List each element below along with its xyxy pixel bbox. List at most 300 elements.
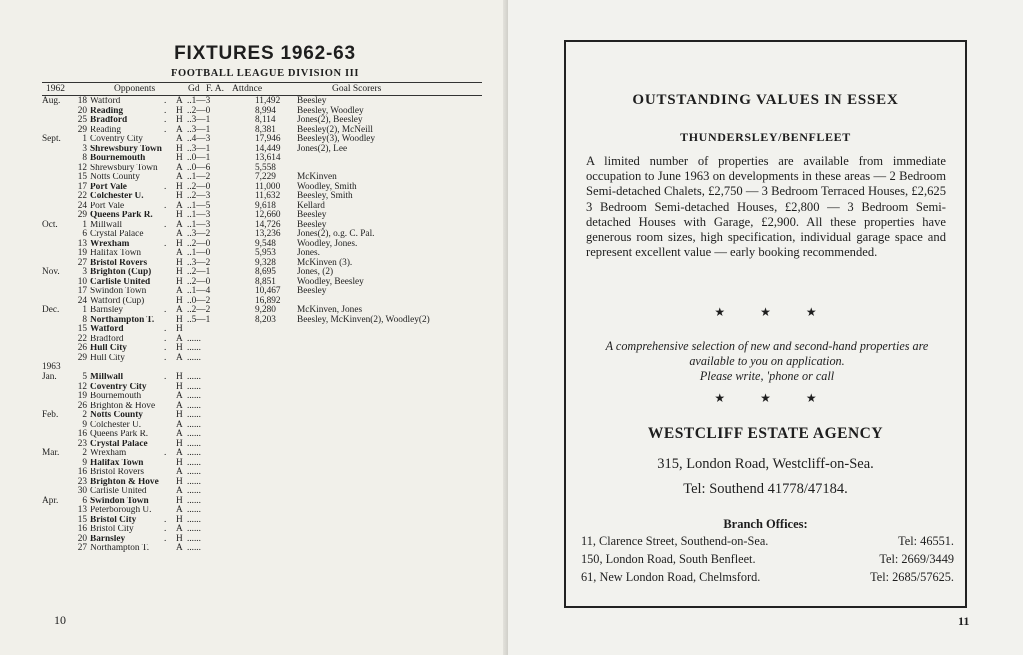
- branch-telephone: Tel: 46551.: [898, 534, 954, 548]
- fixture-row: [42, 459, 492, 469]
- star-divider-1: ★ ★ ★: [714, 305, 817, 319]
- fixture-attendance: 8,994: [255, 105, 276, 116]
- fixture-result: ..2—0: [187, 105, 211, 116]
- fixture-attendance: 8,381: [255, 124, 276, 135]
- fixture-goal-scorers: McKinven (3).: [297, 257, 353, 268]
- fixture-ground: A: [176, 172, 183, 182]
- fixture-month: Sept.: [42, 134, 61, 144]
- fixture-result: ..3—1: [187, 143, 211, 154]
- fixture-goal-scorers: Woodley, Beesley: [297, 276, 364, 287]
- fixture-attendance: 7,229: [255, 172, 276, 182]
- fixture-result: ..2—0: [187, 276, 211, 287]
- branch-office-row: [581, 570, 956, 586]
- fixture-opponent: Watford (Cup): [90, 296, 145, 306]
- fixture-result: ..3—1: [187, 124, 211, 135]
- fixture-opponent: Notts County: [90, 411, 143, 420]
- fixture-goal-scorers: Beesley: [297, 286, 327, 296]
- fixture-result: ......: [187, 486, 201, 496]
- fixture-result: ..2—2: [187, 305, 211, 315]
- fixture-leader-dots: .: [164, 352, 167, 363]
- fixture-opponent: Bradford: [90, 116, 128, 125]
- fixture-leader-dots: .: [164, 124, 167, 135]
- header-ground: Gd: [188, 84, 200, 94]
- fixture-opponent: Barnsley: [90, 306, 124, 315]
- fixture-leader-dots: .: [164, 333, 167, 344]
- fixture-ground: H: [176, 324, 183, 334]
- ad-italic-line-2: Please write, 'phone or call: [699, 369, 835, 383]
- fixture-ground: A: [176, 505, 183, 515]
- fixture-opponent: Reading: [90, 125, 121, 135]
- fixture-day: 3: [82, 267, 87, 277]
- fixture-goal-scorers: Beesley: [297, 96, 327, 106]
- fixture-ground: A: [176, 134, 183, 144]
- fixture-opponent: Bournemouth: [90, 392, 142, 401]
- fixture-day: 12: [77, 162, 87, 173]
- fixture-attendance: 5,558: [255, 162, 276, 173]
- fixture-row: [42, 383, 492, 393]
- fixture-day: 29: [77, 210, 87, 220]
- fixture-day: 3: [82, 143, 87, 154]
- fixture-attendance: 9,280: [255, 305, 276, 315]
- fixture-attendance: 14,726: [255, 219, 281, 230]
- fixture-day: 30: [77, 486, 87, 496]
- fixture-row: [42, 373, 492, 383]
- fixture-ground: H: [176, 343, 183, 353]
- fixture-opponent: Barnsley: [90, 534, 126, 544]
- fixture-leader-dots: .: [164, 514, 167, 525]
- fixture-month: Feb.: [42, 410, 59, 420]
- fixture-ground: H: [176, 257, 183, 268]
- fixture-attendance: 17,946: [255, 134, 281, 144]
- fixture-day: 2: [82, 448, 87, 458]
- fixture-row: [42, 535, 492, 545]
- fixture-ground: A: [176, 305, 183, 315]
- fixture-day: 13: [77, 238, 87, 249]
- fixture-opponent: Coventry City: [90, 382, 147, 392]
- fixture-day: 9: [82, 457, 87, 468]
- fixture-row: [42, 421, 492, 431]
- branch-office-row: [581, 552, 956, 568]
- fixture-attendance: 8,203: [255, 314, 276, 325]
- fixture-ground: H: [176, 276, 183, 287]
- fixture-result: ......: [187, 352, 201, 363]
- fixture-opponent: Halifax Town: [90, 458, 144, 468]
- fixture-month: Apr.: [42, 495, 59, 506]
- fixture-ground: H: [176, 105, 183, 116]
- fixture-day: 1: [82, 305, 87, 315]
- fixture-attendance: 14,449: [255, 143, 281, 154]
- fixture-ground: A: [176, 543, 183, 553]
- fixture-result: ......: [187, 467, 201, 477]
- fixture-leader-dots: .: [164, 105, 167, 116]
- fixture-month: 1963: [42, 362, 61, 372]
- fixture-goal-scorers: Kellard: [297, 200, 325, 211]
- fixture-day: 16: [77, 467, 87, 477]
- fixture-ground: A: [176, 96, 183, 106]
- fixture-result: ......: [187, 505, 201, 515]
- fixture-opponent: Carlisle United: [90, 487, 147, 496]
- fixture-result: ......: [187, 543, 201, 553]
- fixture-day: 1: [82, 219, 87, 230]
- fixture-day: 22: [77, 191, 87, 201]
- fixture-day: 19: [77, 391, 87, 401]
- fixture-ground: H: [176, 372, 183, 382]
- fixture-row: [42, 411, 492, 421]
- fixture-day: 26: [77, 343, 87, 353]
- fixture-ground: A: [176, 524, 183, 534]
- fixture-result: ..1—3: [187, 219, 211, 230]
- fixture-row: [42, 392, 492, 402]
- fixture-result: ......: [187, 343, 201, 353]
- fixture-ground: H: [176, 533, 183, 544]
- fixture-opponent: Crystal Palace: [90, 230, 144, 239]
- ad-italic-text: [582, 339, 952, 384]
- fixture-leader-dots: .: [164, 372, 167, 382]
- fixture-result: ......: [187, 514, 201, 525]
- fixture-opponent: Peterborough U.: [90, 506, 152, 515]
- fixture-opponent: Bournemouth: [90, 154, 146, 163]
- advertisement-box: [564, 40, 967, 608]
- fixture-opponent: Bristol Rovers: [90, 258, 148, 268]
- fixture-leader-dots: .: [164, 305, 167, 315]
- fixture-result: ..2—3: [187, 191, 211, 201]
- fixture-attendance: 9,328: [255, 257, 276, 268]
- fixture-attendance: 16,892: [255, 295, 281, 306]
- fixture-day: 9: [82, 419, 87, 430]
- header-year: 1962: [46, 84, 65, 94]
- fixture-day: 17: [77, 286, 87, 296]
- fixture-row: [42, 344, 492, 354]
- fixture-ground: A: [176, 429, 183, 439]
- fixture-opponent: Port Vale: [90, 201, 125, 211]
- fixture-ground: H: [176, 495, 183, 506]
- fixture-leader-dots: .: [164, 448, 167, 458]
- fixture-opponent: Wrexham: [90, 449, 127, 458]
- fixture-goal-scorers: Jones(2), Beesley: [297, 115, 363, 125]
- fixture-ground: H: [176, 115, 183, 125]
- fixture-ground: A: [176, 162, 183, 173]
- branch-office-row: [581, 534, 956, 550]
- branch-offices-title: Branch Offices:: [723, 517, 808, 531]
- fixture-goal-scorers: Beesley: [297, 210, 327, 220]
- fixture-day: 2: [82, 410, 87, 420]
- fixture-month: Dec.: [42, 305, 60, 315]
- fixture-opponent: Hull City: [90, 353, 125, 363]
- fixture-ground: A: [176, 419, 183, 430]
- fixture-leader-dots: .: [164, 96, 167, 106]
- fixture-result: ..1—3: [187, 96, 211, 106]
- fixture-result: ......: [187, 438, 201, 449]
- fixture-result: ......: [187, 448, 201, 458]
- fixture-goal-scorers: Beesley: [297, 219, 327, 230]
- fixture-ground: H: [176, 210, 183, 220]
- fixture-ground: H: [176, 314, 183, 325]
- fixture-opponent: Northampton T.: [90, 315, 155, 325]
- fixture-opponent: Carlisle United: [90, 277, 151, 287]
- fixture-row: [42, 354, 492, 364]
- fixture-ground: H: [176, 267, 183, 277]
- fixture-goal-scorers: McKinven: [297, 172, 337, 182]
- fixture-opponent: Reading: [90, 106, 124, 116]
- fixture-result: ......: [187, 533, 201, 544]
- fixture-day: 23: [77, 438, 87, 449]
- fixture-ground: A: [176, 124, 183, 135]
- fixture-result: ..4—3: [187, 134, 211, 144]
- fixture-opponent: Halifax Town: [90, 249, 142, 258]
- fixture-goal-scorers: Woodley, Jones.: [297, 238, 358, 249]
- fixture-opponent: Colchester U.: [90, 420, 142, 430]
- fixture-row: [42, 430, 492, 440]
- fixture-result: ..5—1: [187, 314, 211, 325]
- fixture-attendance: 12,660: [255, 210, 281, 220]
- fixture-result: ......: [187, 457, 201, 468]
- header-opponents: Opponents: [114, 84, 156, 94]
- fixture-opponent: Hull City: [90, 344, 127, 353]
- fixture-day: 16: [77, 429, 87, 439]
- fixture-result: ..0—2: [187, 295, 211, 306]
- fixture-ground: A: [176, 352, 183, 363]
- fixture-opponent: Port Vale: [90, 182, 127, 192]
- fixture-row: [42, 468, 492, 478]
- fixture-day: 29: [77, 352, 87, 363]
- fixture-day: 15: [77, 324, 87, 334]
- fixture-opponent: Queens Park R.: [90, 211, 153, 220]
- fixture-leader-dots: .: [164, 200, 167, 211]
- fixture-result: ..1—2: [187, 172, 211, 182]
- fixture-leader-dots: .: [164, 343, 167, 353]
- fixture-row: [42, 487, 492, 497]
- fixture-day: 20: [77, 105, 87, 116]
- fixture-opponent: Northampton T.: [90, 544, 150, 553]
- fixture-day: 12: [77, 381, 87, 392]
- fixture-day: 15: [77, 172, 87, 182]
- fixture-result: ......: [187, 410, 201, 420]
- fixture-month: Mar.: [42, 448, 60, 458]
- fixture-result: ..1—0: [187, 248, 211, 258]
- fixture-day: 24: [77, 200, 87, 211]
- fixture-goal-scorers: Beesley, McKinven(2), Woodley(2): [297, 314, 430, 325]
- fixture-result: ..0—6: [187, 162, 211, 173]
- fixture-result: ......: [187, 476, 201, 487]
- fixture-opponent: Watford: [90, 325, 124, 334]
- fixture-row: [42, 544, 492, 554]
- branch-telephone: Tel: 2669/3449: [879, 552, 954, 566]
- fixture-ground: H: [176, 295, 183, 306]
- fixture-row: [42, 478, 492, 488]
- fixture-result: ..0—1: [187, 153, 211, 163]
- fixture-ground: A: [176, 486, 183, 496]
- fixture-result: ..1—4: [187, 286, 211, 296]
- fixture-leader-dots: .: [164, 324, 167, 334]
- fixture-result: ..2—0: [187, 181, 211, 192]
- fixture-opponent: Bristol City: [90, 525, 134, 534]
- fixture-leader-dots: .: [164, 181, 167, 192]
- fixture-goal-scorers: Jones, (2): [297, 267, 334, 277]
- fixture-opponent: Crystal Palace: [90, 439, 148, 449]
- fixture-ground: H: [176, 381, 183, 392]
- fixture-day: 20: [77, 533, 87, 544]
- fixture-goal-scorers: McKinven, Jones: [297, 305, 363, 315]
- page-number-right: 11: [958, 614, 970, 628]
- fixture-day: 15: [77, 514, 87, 525]
- fixture-day: 24: [77, 295, 87, 306]
- ad-body-text: A limited number of properties are available from immediate occupation to June 1963 on developments in these areas — 2 Bedroom Semi-detached Chalets, £2,750 — 3 Bedroom Terraced Houses, £2,625 3 Bedroom Semi-detached Houses, £2,800 — 3 Bedroom Semi-detached Houses with Garage, £2,900. All these properties have generous room sizes, high specification, individual garage space and represent excellent value — early booking recommended.: [586, 154, 946, 260]
- fixture-day: 27: [77, 543, 87, 553]
- fixture-day: 6: [82, 229, 87, 239]
- fixture-opponent: Shrewsbury Town: [90, 144, 162, 154]
- fixture-result: ..2—0: [187, 238, 211, 249]
- fixture-attendance: 9,618: [255, 200, 276, 211]
- branch-address: 11, Clarence Street, Southend-on-Sea.: [581, 534, 769, 548]
- ad-headline: OUTSTANDING VALUES IN ESSEX: [632, 92, 899, 108]
- fixture-goal-scorers: Beesley, Smith: [297, 191, 353, 201]
- fixture-month: Nov.: [42, 267, 60, 277]
- fixture-ground: H: [176, 457, 183, 468]
- fixture-attendance: 8,851: [255, 276, 276, 287]
- star-divider-2: ★ ★ ★: [714, 391, 817, 405]
- fixture-ground: A: [176, 467, 183, 477]
- fixture-result: ......: [187, 381, 201, 392]
- fixture-row: [42, 325, 492, 335]
- fixture-goal-scorers: Jones(2), Lee: [297, 143, 348, 154]
- fixture-leader-dots: .: [164, 219, 167, 230]
- fixture-opponent: Wrexham: [90, 239, 130, 249]
- fixture-opponent: Colchester U.: [90, 192, 144, 201]
- fixture-ground: A: [176, 248, 183, 258]
- fixture-day: 10: [77, 276, 87, 287]
- fixture-row: [42, 363, 492, 373]
- fixture-row: [42, 449, 492, 459]
- branch-address: 61, New London Road, Chelmsford.: [581, 570, 761, 584]
- page-number-left: 10: [54, 613, 66, 627]
- fixture-goal-scorers: Woodley, Smith: [297, 181, 357, 192]
- fixture-opponent: Queens Park R.: [90, 430, 149, 439]
- fixture-ground: H: [176, 153, 183, 163]
- fixture-ground: H: [176, 514, 183, 525]
- fixture-opponent: Swindon Town: [90, 496, 149, 506]
- fixture-attendance: 8,695: [255, 267, 276, 277]
- fixture-day: 23: [77, 476, 87, 487]
- fixture-opponent: Notts County: [90, 173, 140, 182]
- fixture-ground: A: [176, 333, 183, 344]
- fixture-result: ..2—1: [187, 267, 211, 277]
- fixture-result: ......: [187, 400, 201, 411]
- fixture-ground: A: [176, 391, 183, 401]
- fixture-ground: H: [176, 181, 183, 192]
- fixture-result: ......: [187, 391, 201, 401]
- fixtures-title: FIXTURES 1962-63: [174, 43, 356, 64]
- ad-italic-line-1: A comprehensive selection of new and second-hand properties are available to you on application.: [605, 339, 929, 368]
- fixture-row: [42, 516, 492, 526]
- fixture-opponent: Watford: [90, 97, 121, 106]
- fixture-row: [42, 506, 492, 516]
- header-goal-scorers: Goal Scorers: [332, 84, 382, 94]
- fixture-ground: A: [176, 200, 183, 211]
- fixture-attendance: 13,614: [255, 153, 281, 163]
- fixture-ground: A: [176, 229, 183, 239]
- fixture-row: [42, 402, 492, 412]
- fixture-opponent: Brighton & Hove: [90, 477, 159, 487]
- fixture-ground: H: [176, 191, 183, 201]
- fixture-result: ......: [187, 419, 201, 430]
- fixture-day: 26: [77, 400, 87, 411]
- fixture-day: 6: [82, 495, 87, 506]
- fixture-leader-dots: .: [164, 533, 167, 544]
- fixture-opponent: Millwall: [90, 373, 124, 382]
- fixture-goal-scorers: Beesley(2), McNeill: [297, 124, 373, 135]
- fixture-opponent: Coventry City: [90, 135, 143, 144]
- agency-address: 315, London Road, Westcliff-on-Sea.: [657, 456, 874, 472]
- fixture-day: 18: [77, 96, 87, 106]
- fixture-result: ..3—2: [187, 229, 211, 239]
- fixture-ground: H: [176, 410, 183, 420]
- fixture-result: ......: [187, 333, 201, 344]
- fixture-day: 25: [77, 115, 87, 125]
- fixture-goal-scorers: Jones(2), o.g. C. Pal.: [297, 229, 375, 239]
- fixture-result: ......: [187, 495, 201, 506]
- fixture-day: 8: [82, 153, 87, 163]
- fixture-opponent: Bristol Rovers: [90, 468, 144, 477]
- fixture-row: [42, 525, 492, 535]
- fixture-goal-scorers: Beesley, Woodley: [297, 105, 364, 116]
- header-attendance: Attdnce: [232, 84, 263, 94]
- fixture-leader-dots: .: [164, 238, 167, 249]
- fixture-day: 22: [77, 333, 87, 344]
- fixture-ground: A: [176, 286, 183, 296]
- fixture-attendance: 5,953: [255, 248, 276, 258]
- fixture-result: ..1—5: [187, 200, 211, 211]
- fixture-row: [42, 497, 492, 507]
- fixture-day: 8: [82, 314, 87, 325]
- fixture-day: 5: [82, 372, 87, 382]
- fixture-day: 29: [77, 124, 87, 135]
- fixture-attendance: 11,492: [255, 96, 281, 106]
- fixture-opponent: Bristol City: [90, 515, 137, 525]
- fixture-opponent: Bradford: [90, 334, 124, 344]
- branch-telephone: Tel: 2685/57625.: [870, 570, 954, 584]
- fixture-row: [42, 440, 492, 450]
- fixture-day: 19: [77, 248, 87, 258]
- fixture-day: 27: [77, 257, 87, 268]
- fixture-goal-scorers: Beesley(3), Woodley: [297, 134, 376, 144]
- fixture-month: Aug.: [42, 96, 61, 106]
- fixture-row: [42, 335, 492, 345]
- left-page: [0, 0, 508, 655]
- fixture-ground: A: [176, 448, 183, 458]
- fixture-month: Oct.: [42, 219, 58, 230]
- branch-address: 150, London Road, South Benfleet.: [581, 552, 756, 566]
- fixture-attendance: 8,114: [255, 115, 276, 125]
- fixture-opponent: Brighton & Hove: [90, 401, 156, 411]
- fixture-attendance: 9,548: [255, 238, 276, 249]
- fixture-goal-scorers: Jones.: [297, 248, 320, 258]
- fixture-result: ..1—3: [187, 210, 211, 220]
- fixture-day: 17: [77, 181, 87, 192]
- fixture-attendance: 11,632: [255, 191, 281, 201]
- fixture-opponent: Brighton (Cup): [90, 268, 152, 277]
- fixture-ground: H: [176, 438, 183, 449]
- fixtures-subtitle: FOOTBALL LEAGUE DIVISION III: [170, 68, 360, 79]
- fixture-opponent: Millwall: [90, 220, 123, 230]
- fixture-result: ......: [187, 372, 201, 382]
- header-for-against: F. A.: [206, 84, 224, 94]
- fixture-attendance: 11,000: [255, 181, 281, 192]
- fixture-result: ......: [187, 524, 201, 534]
- fixture-opponent: Swindon Town: [90, 287, 147, 296]
- fixture-ground: A: [176, 219, 183, 230]
- fixture-day: 13: [77, 505, 87, 515]
- fixture-ground: H: [176, 238, 183, 249]
